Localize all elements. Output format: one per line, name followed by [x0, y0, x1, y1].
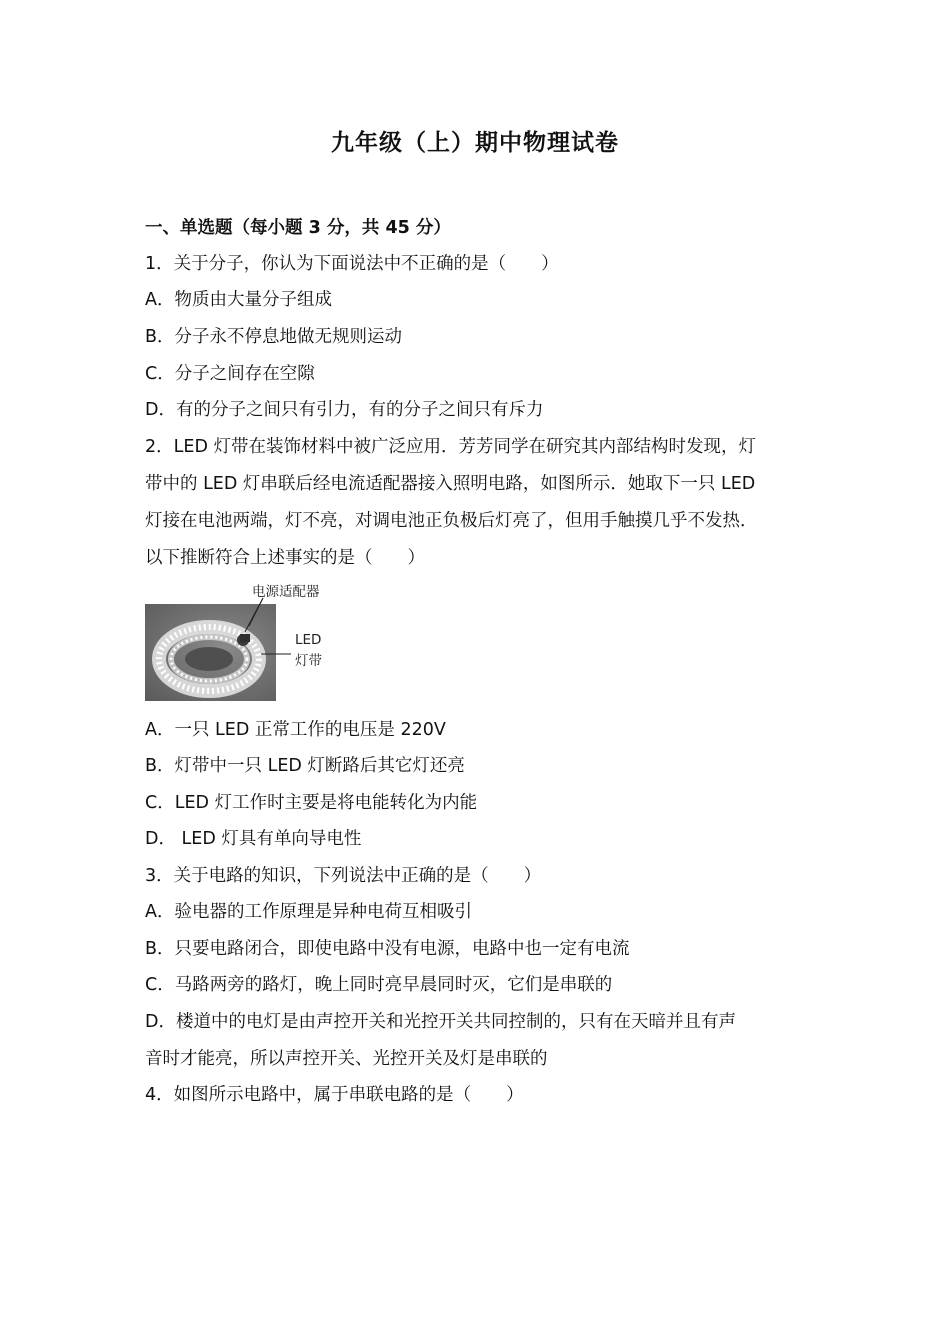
question-3-option-d-line-1: D．楼道中的电灯是由声控开关和光控开关共同控制的，只有在天暗并且有声 [145, 1012, 736, 1032]
question-1-option-d: D．有的分子之间只有引力，有的分子之间只有斥力 [145, 400, 544, 420]
question-3-option-c: C．马路两旁的路灯，晚上同时亮早晨同时灭，它们是串联的 [145, 975, 613, 995]
question-1-option-c: C．分子之间存在空隙 [145, 364, 315, 384]
question-3-option-a: A．验电器的工作原理是异种电荷互相吸引 [145, 902, 472, 922]
question-2-option-c: C．LED 灯工作时主要是将电能转化为内能 [145, 793, 478, 813]
question-2-stem-line-1: 2．LED 灯带在装饰材料中被广泛应用．芳芳同学在研究其内部结构时发现，灯 [145, 437, 756, 457]
question-2-option-a: A．一只 LED 正常工作的电压是 220V [145, 720, 446, 740]
question-4-stem: 4．如图所示电路中，属于串联电路的是（ ） [145, 1085, 524, 1105]
question-1-option-b: B．分子永不停息地做无规则运动 [145, 327, 403, 347]
question-3-option-b: B．只要电路闭合，即使电路中没有电源，电路中也一定有电流 [145, 939, 630, 959]
section-heading: 一、单选题（每小题 3 分，共 45 分） [145, 218, 451, 238]
question-2-stem-line-4: 以下推断符合上述事实的是（ ） [145, 548, 425, 568]
led-strip-figure [145, 580, 345, 702]
question-2-stem-line-2: 带中的 LED 灯串联后经电流适配器接入照明电路，如图所示．她取下一只 LED [145, 474, 756, 494]
question-2-option-d: D． LED 灯具有单向导电性 [145, 829, 362, 849]
page-title: 九年级（上）期中物理试卷 [331, 130, 619, 156]
figure-label-led: LED [295, 632, 322, 648]
figure-label-strip: 灯带 [295, 653, 322, 669]
question-1-stem: 1．关于分子，你认为下面说法中不正确的是（ ） [145, 254, 559, 274]
question-2-stem-line-3: 灯接在电池两端，灯不亮，对调电池正负极后灯亮了，但用手触摸几乎不发热． [145, 511, 758, 531]
question-3-stem: 3．关于电路的知识，下列说法中正确的是（ ） [145, 866, 542, 886]
figure-label-adapter: 电源适配器 [252, 584, 320, 600]
question-3-option-d-line-2: 音时才能亮，所以声控开关、光控开关及灯是串联的 [145, 1049, 548, 1069]
question-1-option-a: A．物质由大量分子组成 [145, 290, 332, 310]
question-2-option-b: B．灯带中一只 LED 灯断路后其它灯还亮 [145, 756, 465, 776]
